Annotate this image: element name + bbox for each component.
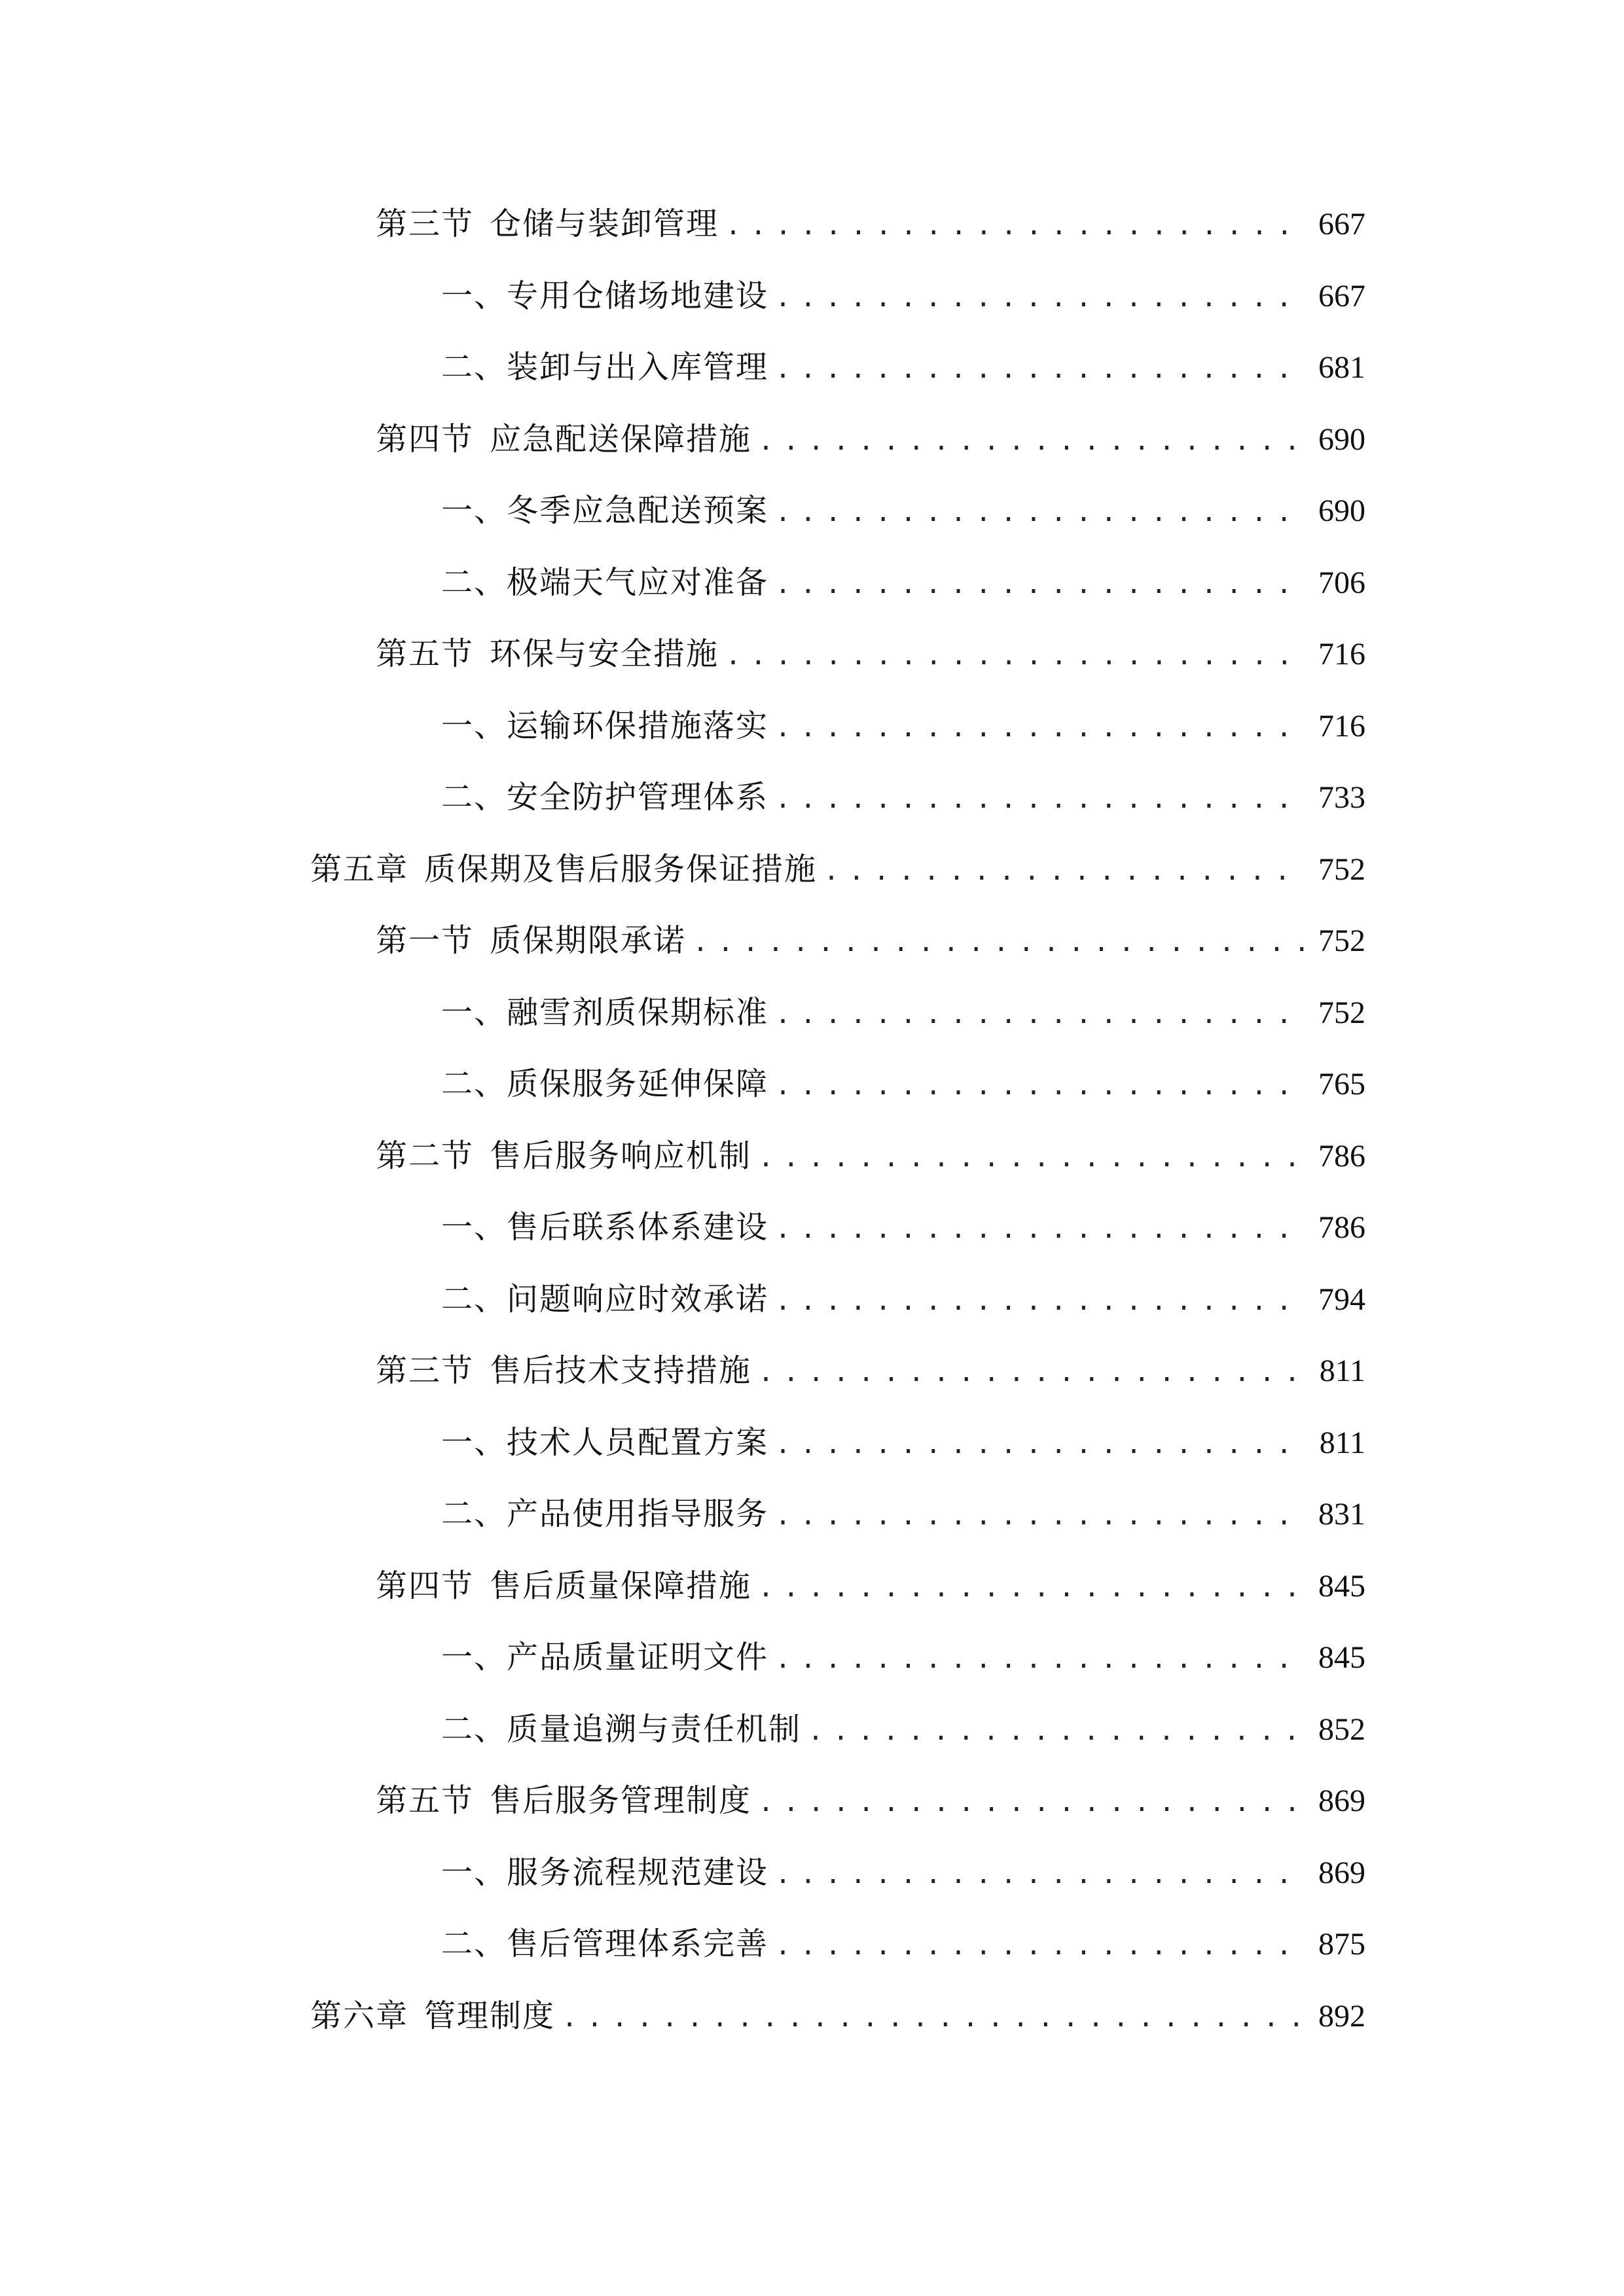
- toc-entry-section[interactable]: [0, 1765, 1624, 1837]
- dot-leader: [775, 1431, 1304, 1458]
- toc-entry-page: 875: [1318, 1927, 1365, 1962]
- toc-entry-section[interactable]: [0, 404, 1624, 476]
- dot-leader: [758, 1575, 1304, 1601]
- toc-entry-title: 问题响应时效承诺: [507, 1280, 769, 1318]
- dot-leader: [693, 929, 1304, 956]
- toc-entry-number: 一、: [441, 1209, 507, 1246]
- toc-entry-section[interactable]: [0, 188, 1624, 260]
- dot-leader: [775, 1288, 1304, 1314]
- toc-entry-page: 869: [1318, 1784, 1365, 1819]
- toc-entry-item[interactable]: [0, 1407, 1624, 1479]
- dot-leader: [775, 1216, 1304, 1242]
- toc-entry-title: 应急配送保障措施: [490, 420, 752, 457]
- toc-entry-section[interactable]: [0, 1335, 1624, 1407]
- toc-entry-page: 831: [1318, 1497, 1365, 1532]
- toc-entry-title: 售后联系体系建设: [507, 1209, 769, 1246]
- toc-entry-title: 环保与安全措施: [490, 636, 719, 673]
- toc-entry-page: 786: [1318, 1138, 1365, 1174]
- dot-leader: [758, 1359, 1304, 1386]
- toc-entry-item[interactable]: [0, 1837, 1624, 1909]
- toc-entry-title: 冬季应急配送预案: [507, 492, 769, 529]
- toc-entry-title: 运输环保措施落实: [507, 707, 769, 744]
- toc-entry-page: 811: [1319, 1425, 1365, 1460]
- toc-entry-number: 第六章: [310, 1997, 409, 2034]
- toc-entry-number: 一、: [441, 277, 507, 314]
- toc-entry-page: 706: [1318, 565, 1365, 600]
- toc-entry-page: 752: [1318, 995, 1365, 1030]
- dot-leader: [775, 1503, 1304, 1529]
- toc-entry-section[interactable]: [0, 619, 1624, 691]
- dot-leader: [725, 643, 1304, 669]
- toc-entry-number: 二、: [441, 349, 507, 386]
- toc-entry-item[interactable]: [0, 1192, 1624, 1264]
- toc-entry-item[interactable]: [0, 977, 1624, 1049]
- toc-entry-page: 845: [1318, 1640, 1365, 1676]
- dot-leader: [775, 1001, 1304, 1028]
- dot-leader: [775, 1646, 1304, 1672]
- toc-entry-title: 极端天气应对准备: [507, 564, 769, 601]
- toc-entry-page: 811: [1319, 1354, 1365, 1389]
- toc-entry-page: 786: [1318, 1210, 1365, 1246]
- toc-entry-title: 售后技术支持措施: [490, 1352, 752, 1390]
- dot-leader: [775, 499, 1304, 526]
- dot-leader: [775, 1073, 1304, 1099]
- dot-leader: [775, 786, 1304, 812]
- toc-entry-number: 二、: [441, 1710, 507, 1748]
- toc-entry-chapter[interactable]: [0, 834, 1624, 906]
- toc-entry-item[interactable]: [0, 1909, 1624, 1981]
- dot-leader: [758, 1145, 1304, 1171]
- toc-entry-item[interactable]: [0, 1049, 1624, 1121]
- toc-entry-title: 质量追溯与责任机制: [507, 1710, 802, 1748]
- toc-entry-page: 690: [1318, 493, 1365, 529]
- toc-entry-page: 716: [1318, 637, 1365, 672]
- toc-entry-title: 质保期及售后服务保证措施: [424, 850, 818, 888]
- toc-entry-title: 售后管理体系完善: [507, 1926, 769, 1963]
- toc-entry-number: 二、: [441, 1496, 507, 1533]
- toc-entry-number: 二、: [441, 1926, 507, 1963]
- toc-entry-page: 733: [1318, 780, 1365, 816]
- toc-entry-title: 售后服务管理制度: [490, 1782, 752, 1820]
- toc-entry-title: 融雪剂质保期标准: [507, 994, 769, 1031]
- toc-entry-number: 第五节: [376, 1782, 475, 1820]
- dot-leader: [775, 356, 1304, 382]
- toc-entry-title: 售后质量保障措施: [490, 1567, 752, 1604]
- toc-entry-chapter[interactable]: [0, 1981, 1624, 2053]
- dot-leader: [775, 715, 1304, 741]
- toc-entry-item[interactable]: [0, 1694, 1624, 1766]
- toc-entry-page: 852: [1318, 1712, 1365, 1747]
- dot-leader: [775, 571, 1304, 598]
- toc-entry-title: 产品质量证明文件: [507, 1639, 769, 1676]
- toc-entry-number: 第四节: [376, 1567, 475, 1604]
- toc-entry-page: 794: [1318, 1282, 1365, 1317]
- dot-leader: [725, 213, 1304, 239]
- toc-entry-page: 667: [1318, 278, 1365, 314]
- toc-entry-section[interactable]: [0, 1121, 1624, 1193]
- toc-entry-number: 第二节: [376, 1137, 475, 1174]
- toc-entry-item[interactable]: [0, 547, 1624, 619]
- toc-entry-page: 892: [1318, 1998, 1365, 2034]
- toc-entry-number: 第五节: [376, 636, 475, 673]
- dot-leader: [775, 1933, 1304, 1959]
- toc-entry-page: 869: [1318, 1855, 1365, 1890]
- dot-leader: [808, 1718, 1304, 1744]
- toc-entry-item[interactable]: [0, 475, 1624, 547]
- toc-entry-page: 845: [1318, 1568, 1365, 1604]
- toc-entry-title: 管理制度: [424, 1997, 556, 2034]
- toc-entry-title: 产品使用指导服务: [507, 1496, 769, 1533]
- toc-entry-number: 第一节: [376, 922, 475, 960]
- toc-entry-title: 质保期限承诺: [490, 922, 687, 960]
- dot-leader: [758, 1789, 1304, 1816]
- toc-entry-item[interactable]: [0, 260, 1624, 332]
- toc-entry-number: 第三节: [376, 206, 475, 243]
- toc-entry-title: 安全防护管理体系: [507, 779, 769, 816]
- toc-entry-number: 二、: [441, 564, 507, 601]
- toc-entry-section[interactable]: [0, 905, 1624, 977]
- toc-entry-title: 仓储与装卸管理: [490, 206, 719, 243]
- table-of-contents: [0, 188, 1624, 2052]
- toc-entry-number: 第五章: [310, 850, 409, 888]
- dot-leader: [758, 428, 1304, 454]
- toc-entry-title: 服务流程规范建设: [507, 1854, 769, 1891]
- toc-entry-section[interactable]: [0, 1551, 1624, 1623]
- toc-entry-number: 二、: [441, 1280, 507, 1318]
- toc-entry-title: 专用仓储场地建设: [507, 277, 769, 314]
- toc-entry-title: 装卸与出入库管理: [507, 349, 769, 386]
- toc-entry-number: 一、: [441, 1854, 507, 1891]
- toc-entry-number: 一、: [441, 1639, 507, 1676]
- dot-leader: [823, 858, 1304, 884]
- toc-entry-item[interactable]: [0, 1622, 1624, 1694]
- toc-entry-page: 752: [1318, 924, 1365, 959]
- toc-entry-item[interactable]: [0, 1479, 1624, 1551]
- toc-entry-title: 质保服务延伸保障: [507, 1066, 769, 1103]
- toc-entry-number: 二、: [441, 779, 507, 816]
- toc-entry-page: 765: [1318, 1067, 1365, 1102]
- toc-entry-number: 第三节: [376, 1352, 475, 1390]
- toc-entry-page: 681: [1318, 350, 1365, 386]
- toc-entry-title: 技术人员配置方案: [507, 1424, 769, 1461]
- toc-entry-item[interactable]: [0, 1264, 1624, 1336]
- toc-entry-page: 690: [1318, 422, 1365, 457]
- toc-entry-item[interactable]: [0, 762, 1624, 834]
- dot-leader: [562, 2005, 1304, 2031]
- toc-entry-number: 一、: [441, 707, 507, 744]
- toc-entry-page: 716: [1318, 708, 1365, 744]
- toc-entry-number: 一、: [441, 1424, 507, 1461]
- toc-entry-number: 一、: [441, 492, 507, 529]
- toc-entry-number: 二、: [441, 1066, 507, 1103]
- toc-entry-page: 752: [1318, 852, 1365, 887]
- toc-entry-page: 667: [1318, 207, 1365, 242]
- toc-entry-number: 第四节: [376, 420, 475, 457]
- dot-leader: [775, 1861, 1304, 1888]
- toc-entry-number: 一、: [441, 994, 507, 1031]
- dot-leader: [775, 285, 1304, 311]
- toc-entry-item[interactable]: [0, 691, 1624, 762]
- toc-entry-title: 售后服务响应机制: [490, 1137, 752, 1174]
- toc-entry-item[interactable]: [0, 332, 1624, 404]
